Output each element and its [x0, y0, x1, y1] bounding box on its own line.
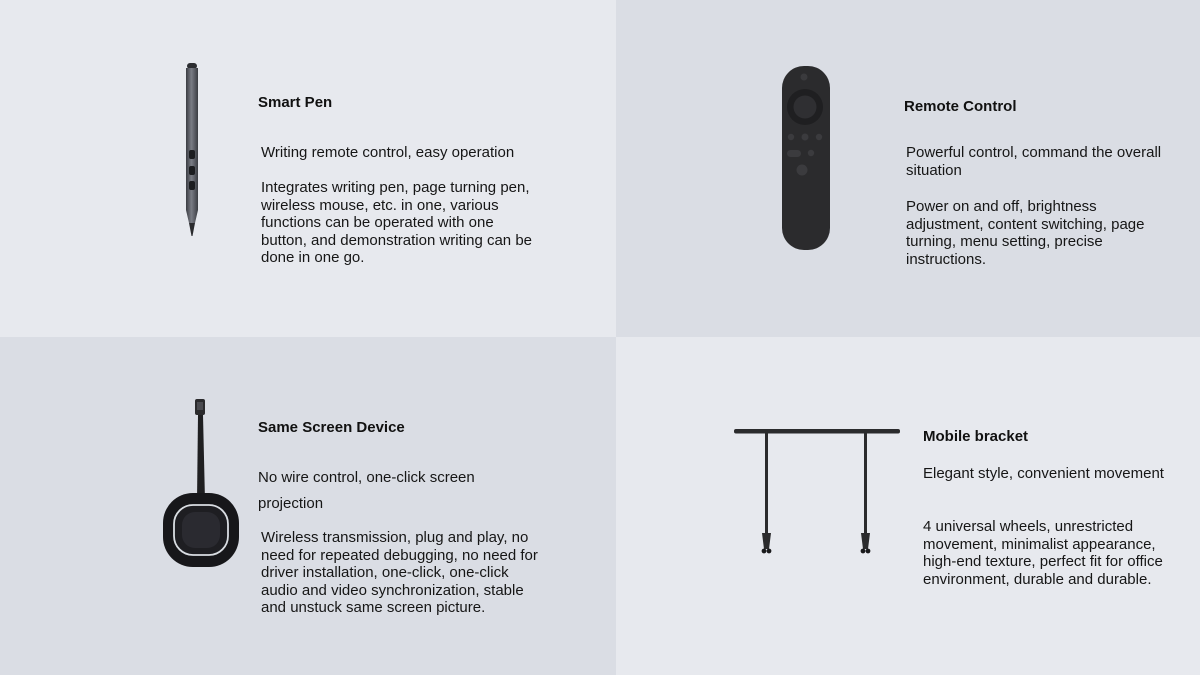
product-title: Mobile bracket	[923, 428, 1029, 445]
product-title: Smart Pen	[258, 94, 333, 111]
mobile-bracket-image	[732, 425, 902, 557]
product-title: Same Screen Device	[258, 419, 405, 436]
remote-control-image	[780, 64, 832, 252]
product-tagline: Elegant style, convenient movement	[923, 465, 1164, 482]
screen-share-dongle-image	[160, 395, 242, 575]
product-title: Remote Control	[904, 98, 1017, 115]
product-tagline: Writing remote control, easy operation	[261, 144, 515, 161]
product-tagline: Powerful control, command the overall situation	[906, 144, 1162, 179]
mobile-bracket-panel	[616, 337, 1200, 675]
same-screen-device-panel	[0, 337, 616, 675]
product-description: Integrates writing pen, page turning pen, wireless mouse, etc. in one, various functions can be operated with one button, and demonstration writing can be done in one go.	[261, 179, 533, 267]
product-description: Wireless transmission, plug and play, no need for repeated debugging, no need for driver installation, one-click, one-click audio and video synchronization, stable and unstuck same screen picture.	[261, 529, 538, 617]
smart-pen-panel	[0, 0, 616, 337]
remote-control-panel	[616, 0, 1200, 337]
product-tagline: No wire control, one-click screen projection	[258, 469, 475, 512]
smart-pen-image	[178, 60, 206, 240]
product-description: 4 universal wheels, unrestricted movement, minimalist appearance, high-end texture, perfect fit for office environment, durable and durable.	[923, 518, 1163, 588]
product-description: Power on and off, brightness adjustment, content switching, page turning, menu setting, precise instructions.	[906, 198, 1145, 268]
